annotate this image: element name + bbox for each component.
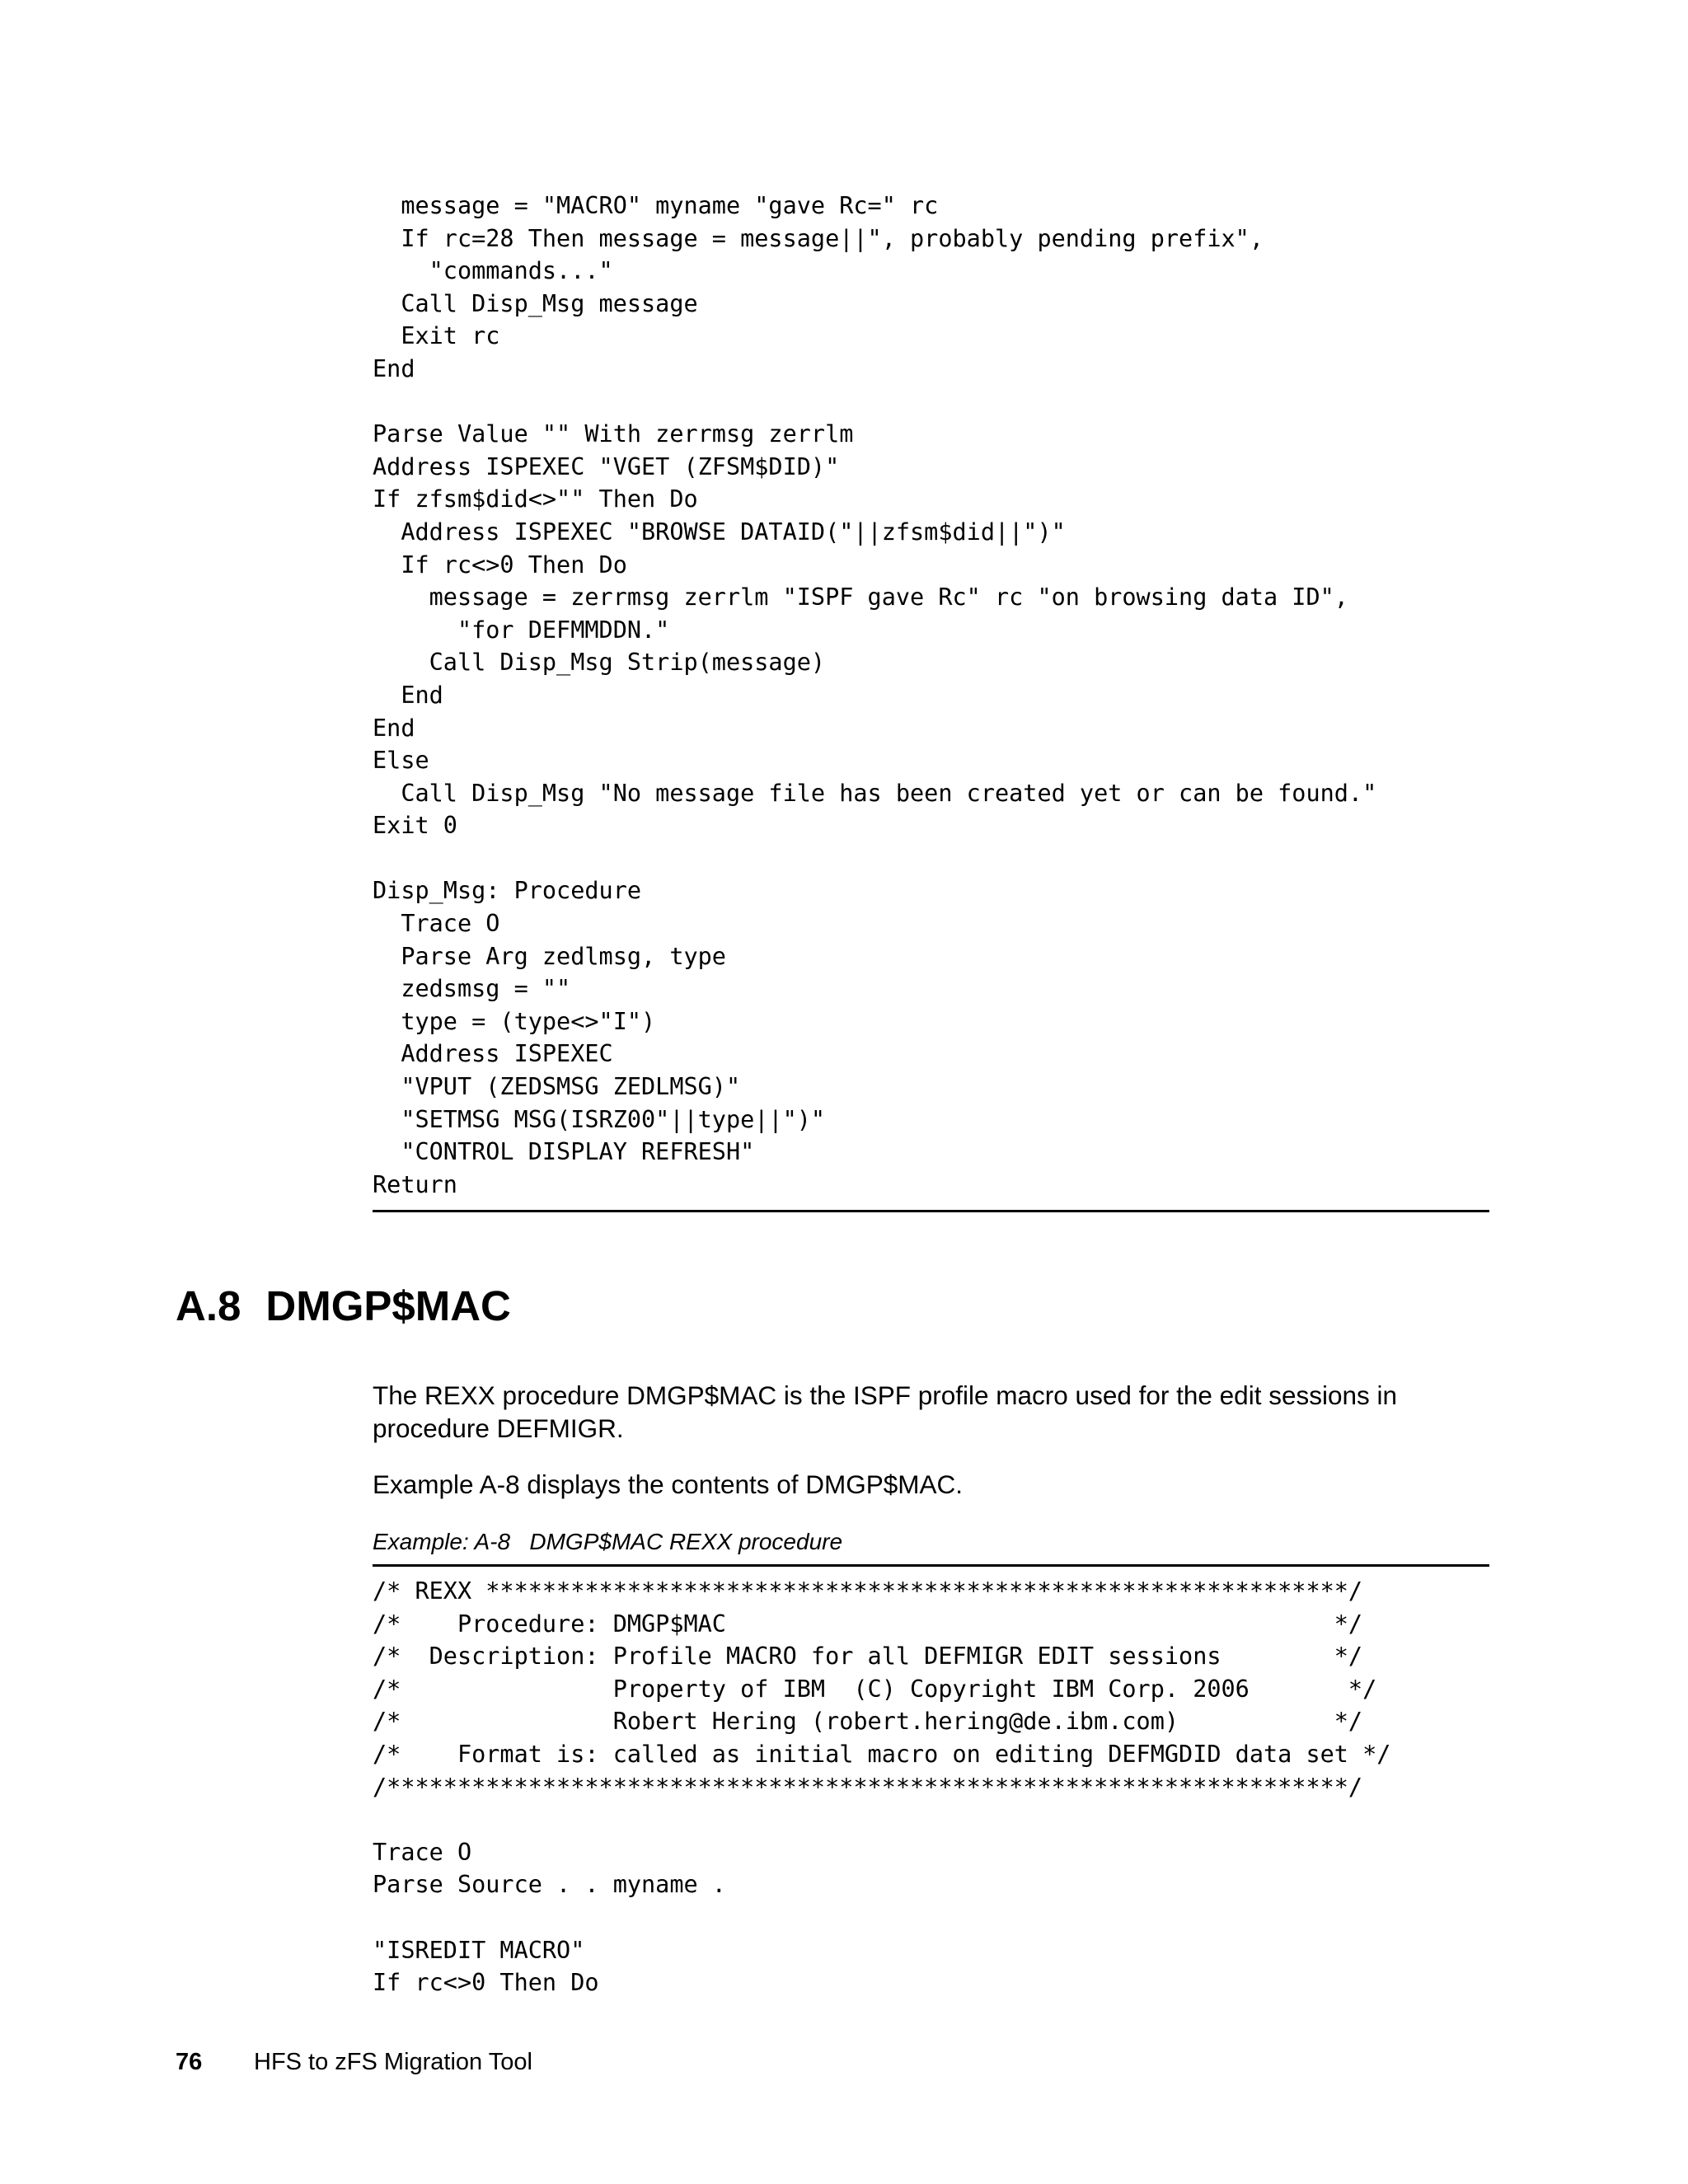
code-line: Call Disp_Msg Strip(message) [373, 649, 826, 677]
example-caption: Example: A-8 DMGP$MAC REXX procedure [373, 1529, 843, 1554]
code-line: message = zerrmsg zerrlm "ISPF gave Rc" rc "on browsing data ID", [373, 583, 1348, 612]
code-line: Call Disp_Msg message [373, 289, 698, 317]
code-line: Exit 0 [373, 812, 457, 840]
code-line: Address ISPEXEC "VGET (ZFSM$DID)" [373, 452, 840, 480]
code-line: If rc<>0 Then Do [373, 1969, 599, 1997]
body-paragraph: The REXX procedure DMGP$MAC is the ISPF profile macro used for the edit sessions in procedure DEFMIGR. [373, 1380, 1398, 1443]
code-line: Disp_Msg: Procedure [373, 877, 642, 905]
code-listing-end-rule [373, 1210, 1489, 1212]
code-line: zedsmsg = "" [373, 975, 571, 1003]
code-line: Else [373, 747, 429, 775]
code-line: Trace O [373, 1838, 472, 1866]
page-footer [176, 2047, 532, 2077]
code-line: Exit rc [373, 322, 500, 350]
code-line: Call Disp_Msg "No message file has been created yet or can be found." [373, 779, 1377, 807]
body-paragraph: Example A-8 displays the contents of DMGP$MAC. [373, 1469, 964, 1499]
code-listing-continued [373, 190, 1376, 1201]
book-title: HFS to zFS Migration Tool [254, 2049, 532, 2075]
code-line: /* Robert Hering (robert.hering@de.ibm.com) */ [373, 1708, 1363, 1736]
code-line: "for DEFMMDDN." [373, 616, 670, 644]
section-number: A.8 [176, 1282, 241, 1329]
code-line: /* Procedure: DMGP$MAC */ [373, 1610, 1363, 1638]
code-line: "SETMSG MSG(ISRZ00"||type||")" [373, 1105, 826, 1133]
code-line: /* REXX *************************************************************/ [373, 1577, 1363, 1605]
code-line: If zfsm$did<>"" Then Do [373, 485, 698, 513]
code-line: message = "MACRO" myname "gave Rc=" rc [373, 192, 939, 219]
code-line: Address ISPEXEC "BROWSE DATAID("||zfsm$did||")" [373, 518, 1066, 546]
code-line: Parse Source . . myname . [373, 1871, 726, 1899]
code-line: /* Format is: called as initial macro on editing DEFMGDID data set */ [373, 1740, 1391, 1768]
code-line: "VPUT (ZEDSMSG ZEDLMSG)" [373, 1073, 741, 1101]
page-number: 76 [176, 2049, 203, 2075]
example-start-rule [373, 1564, 1489, 1567]
code-line: End [373, 681, 443, 709]
code-line: If rc=28 Then message = message||", probably pending prefix", [373, 224, 1264, 252]
code-line: Address ISPEXEC [373, 1040, 613, 1068]
example-code-listing [373, 1575, 1390, 1999]
code-line: Parse Value "" With zerrmsg zerrlm [373, 420, 854, 448]
code-line: /********************************************************************/ [373, 1773, 1363, 1801]
code-line: Parse Arg zedlmsg, type [373, 942, 726, 970]
code-line: If rc<>0 Then Do [373, 551, 627, 579]
code-line: /* Property of IBM (C) Copyright IBM Corp. 2006 */ [373, 1675, 1377, 1703]
code-line: End [373, 354, 415, 382]
code-line: "ISREDIT MACRO" [373, 1936, 585, 1964]
code-line: "CONTROL DISPLAY REFRESH" [373, 1138, 755, 1166]
section-heading [176, 1282, 511, 1331]
code-line: Trace O [373, 910, 500, 938]
code-line: type = (type<>"I") [373, 1007, 656, 1035]
code-line: /* Description: Profile MACRO for all DEFMIGR EDIT sessions */ [373, 1643, 1363, 1671]
code-line: "commands..." [373, 257, 613, 285]
section-title: DMGP$MAC [265, 1282, 511, 1329]
code-line: Return [373, 1170, 457, 1198]
code-line: End [373, 714, 415, 742]
